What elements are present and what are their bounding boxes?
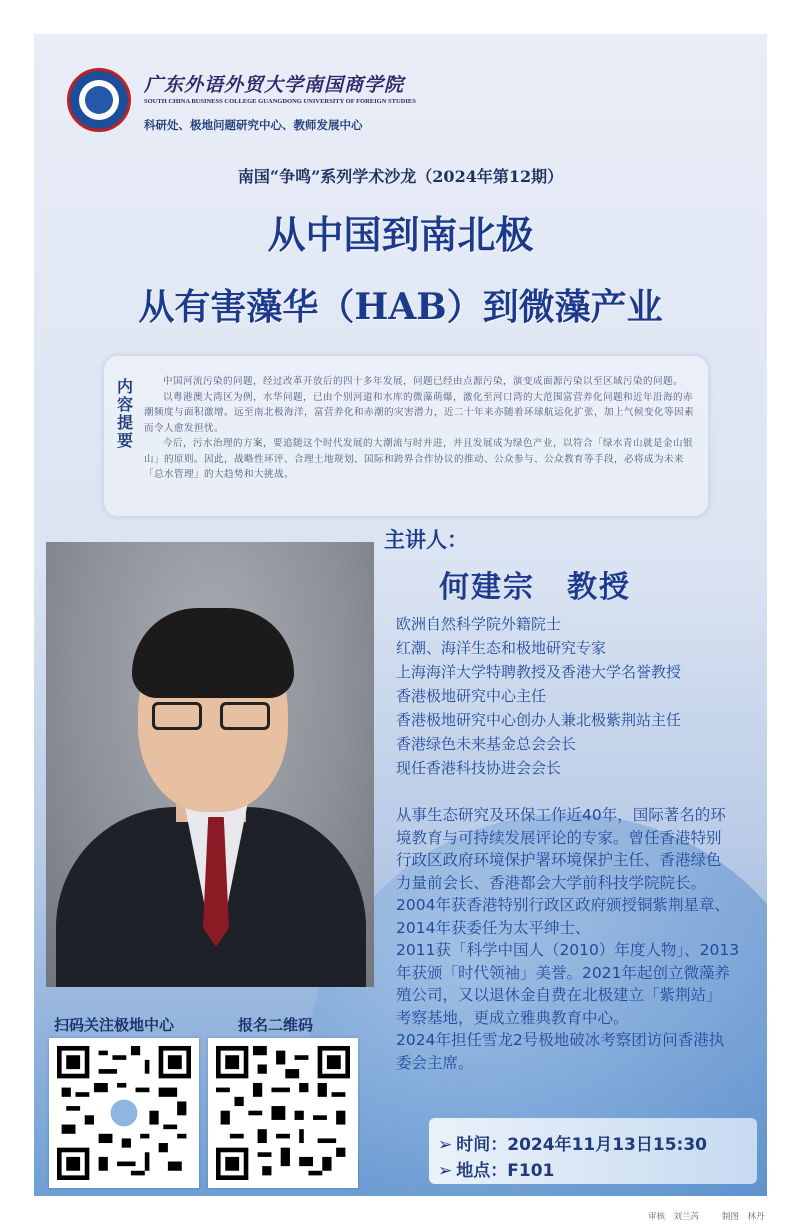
- poster: [34, 34, 767, 1196]
- bio-line: 行政区政府环境保护署环境保护主任、香港绿色: [396, 851, 722, 869]
- speaker-label: 主讲人：: [384, 528, 468, 552]
- credential-item: 红潮、海洋生态和极地研究专家: [396, 639, 607, 657]
- qr-follow-label: 扫码关注极地中心: [54, 1016, 175, 1034]
- footer-maker: 制图 林丹: [722, 1212, 765, 1222]
- credential-item: 香港绿色未来基金总会会长: [396, 735, 577, 753]
- bio-line: 从事生态研究及环保工作近40年，国际著名的环: [396, 806, 726, 824]
- speaker-photo: [46, 542, 374, 987]
- footer-reviewer: 审核 刘兰芮: [648, 1212, 700, 1222]
- credential-item: 香港极地研究中心创办人兼北极紫荆站主任: [396, 711, 682, 729]
- bio-line: 年获颁「时代领袖」美誉。2021年起创立微藻养: [396, 963, 730, 982]
- abstract-tag: 内容提要: [116, 377, 133, 450]
- speaker-credentials: [396, 612, 756, 780]
- bio-line: 2014年获委任为太平绅士、: [396, 918, 591, 937]
- abstract-paragraph: 以粤港澳大湾区为例，水华问题，已由个别河道和水库的微藻萌爆，激化至河口湾的大范围富营养化问题和近年沿海的赤潮频度与面积激增。远至南北极海洋，富营养化和赤潮的灾害潜力，近二十年来亦随着环球航运化扩张，加上气候变化等因素而令人愈发担忧。: [144, 391, 695, 434]
- bio-line: 力量前会长、香港都会大学前科技学院院长。: [396, 873, 707, 892]
- qr-register-label: 报名二维码: [238, 1016, 314, 1034]
- arrow-right-icon: ➢: [438, 1135, 453, 1155]
- main-title-line1: 从中国到南北极: [267, 212, 534, 257]
- school-name-en: SOUTH CHINA BUSINESS COLLEGE GUANGDONG UNIVERSITY OF FOREIGN STUDIES: [144, 98, 416, 105]
- credential-item: 香港极地研究中心主任: [396, 687, 547, 705]
- qr-code-icon: [57, 1046, 191, 1180]
- credential-item: 欧洲自然科学院外籍院士: [396, 615, 562, 633]
- main-title-line2: 从有害藻华（HAB）到微藻产业: [138, 286, 663, 328]
- event-place-text: 地点：F101: [456, 1161, 555, 1181]
- event-time-text: 时间：2024年11月13日15:30: [456, 1135, 707, 1155]
- event-place: [438, 1156, 554, 1181]
- qr-code-icon: [216, 1046, 350, 1180]
- abstract-paragraph: 今后，污水治理的方案，要追随这个时代发展的大潮流与时并进，并且发展成为绿色产业，以符合「绿水青山就是金山银山」的原则。因此，战略性环评、合理土地规划、国际和跨界合作协议的推动、公众参与、公众教育等手段，必将成为未来「总水管理」的大趋势和大挑战。: [144, 438, 694, 480]
- bio-line: 境教育与可持续发展评论的专家。曾任香港特别: [396, 828, 722, 847]
- credential-item: 现任香港科技协进会会长: [396, 759, 562, 777]
- arrow-right-icon: ➢: [438, 1161, 453, 1181]
- credential-item: 上海海洋大学特聘教授及香港大学名誉教授: [396, 663, 682, 681]
- abstract-text: [144, 374, 702, 483]
- departments: 科研处、极地问题研究中心、教师发展中心: [144, 118, 363, 132]
- school-logo-icon: [67, 68, 131, 132]
- bio-line: 2024年担任雪龙2号极地破冰考察团访问香港执: [396, 1031, 725, 1049]
- series-title: 南国“争鸣”系列学术沙龙（2024年第12期）: [237, 167, 564, 186]
- qr-follow-code[interactable]: [49, 1038, 199, 1188]
- bio-line: 考察基地，更成立雅典教育中心。: [396, 1008, 629, 1027]
- bio-line: 殖公司，又以退休金自费在北极建立「紫荆站」: [396, 986, 722, 1004]
- bio-line: 2011获「科学中国人（2010）年度人物」、2013: [396, 941, 740, 959]
- bio-line: 2004年获香港特别行政区政府颁授铜紫荆星章、: [396, 896, 730, 914]
- speaker-bio: [396, 804, 758, 1074]
- bio-line: 委会主席。: [396, 1053, 474, 1072]
- speaker-name: 何建宗 教授: [439, 570, 631, 605]
- school-name-cn: 广东外语外贸大学南国商学院: [144, 74, 405, 96]
- event-time: [438, 1130, 707, 1155]
- qr-register-code[interactable]: [208, 1038, 358, 1188]
- abstract-paragraph: 中国河流污染的问题，经过改革开放后的四十多年发展，问题已经由点源污染，演变成面源污染以至区域污染的问题。: [163, 376, 684, 387]
